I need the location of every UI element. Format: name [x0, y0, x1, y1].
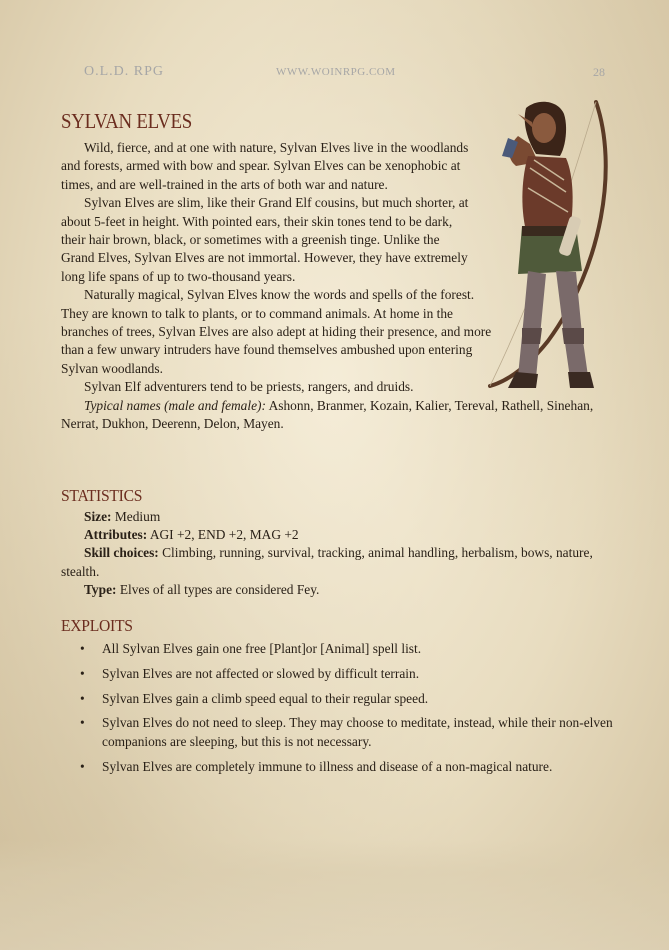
- page-bottom-fade: [0, 840, 669, 950]
- page-number: 28: [593, 65, 605, 79]
- section-title: SYLVAN ELVES: [61, 109, 193, 133]
- intro-text: [61, 139, 611, 434]
- list-item: • Sylvan Elves do not need to sleep. They may choose to meditate, instead, while their non-elven companions are sleeping, but this is not necessary.: [80, 715, 613, 749]
- statistics-title: STATISTICS: [61, 486, 143, 505]
- typical-names-label: Typical names (male and female):: [84, 397, 266, 413]
- stat-type: Type: Elves of all types are considered Fey.: [84, 581, 320, 597]
- exploits-section: [61, 612, 621, 782]
- typical-names: [61, 397, 611, 434]
- bullet-icon: •: [80, 690, 85, 706]
- page-header: [0, 64, 669, 82]
- list-item: • Sylvan Elves are not affected or slowed by difficult terrain.: [61, 665, 621, 683]
- paragraph: Sylvan Elves are slim, like their Grand Elf cousins, but much shorter, at about 5-feet in height. With pointed ears, their skin tones tend to be dark, their hair brown, black, or sometimes with a greenish tinge. Unlike the Grand Elves, Sylvan Elves are not immortal. However, they have extremely long life spans of up to two-thousand years.: [61, 195, 469, 284]
- exploits-title: EXPLOITS: [61, 616, 133, 635]
- paragraph: Naturally magical, Sylvan Elves know the words and spells of the forest. They are known to talk to plants, or to command animals. At home in the branches of trees, Sylvan Elves are also adept at hiding their presence, and more than a few unwary intruders have found themselves ambushed upon entering Sylvan woodlands.: [61, 287, 492, 376]
- header-game-title: O.L.D. RPG: [84, 64, 165, 79]
- header-website: WWW.WOINRPG.COM: [276, 66, 396, 78]
- list-item: • Sylvan Elves are completely immune to illness and disease of a non-magical nature.: [61, 758, 621, 776]
- bullet-icon: •: [80, 665, 85, 681]
- stat-size: Size: Medium: [84, 509, 161, 524]
- paragraph: Sylvan Elf adventurers tend to be priests, rangers, and druids.: [84, 379, 414, 395]
- bullet-icon: •: [80, 715, 85, 731]
- paragraph: Wild, fierce, and at one with nature, Sylvan Elves live in the woodlands and forests, armed with bow and spear. Sylvan Elves can be xenophobic at times, and are well-trained in the arts of both war and nature.: [61, 140, 469, 192]
- typical-names-list: Ashonn, Branmer, Kozain, Kalier, Tereval, Rathell, Sinehan, Nerrat, Dukhon, Deerenn, Delon, Mayen.: [61, 397, 594, 432]
- statistics-section: [61, 482, 616, 599]
- list-item: • Sylvan Elves gain a climb speed equal to their regular speed.: [61, 690, 621, 708]
- stat-skills: Skill choices: Climbing, running, survival, tracking, animal handling, herbalism, bows, nature, stealth.: [61, 545, 593, 579]
- exploits-list: [61, 640, 621, 776]
- bullet-icon: •: [80, 641, 85, 656]
- stat-attributes: Attributes: AGI +2, END +2, MAG +2: [84, 527, 299, 543]
- list-item: • All Sylvan Elves gain one free [Plant]or [Animal] spell list.: [61, 640, 621, 658]
- bullet-icon: •: [80, 758, 85, 774]
- main-content: [61, 107, 611, 434]
